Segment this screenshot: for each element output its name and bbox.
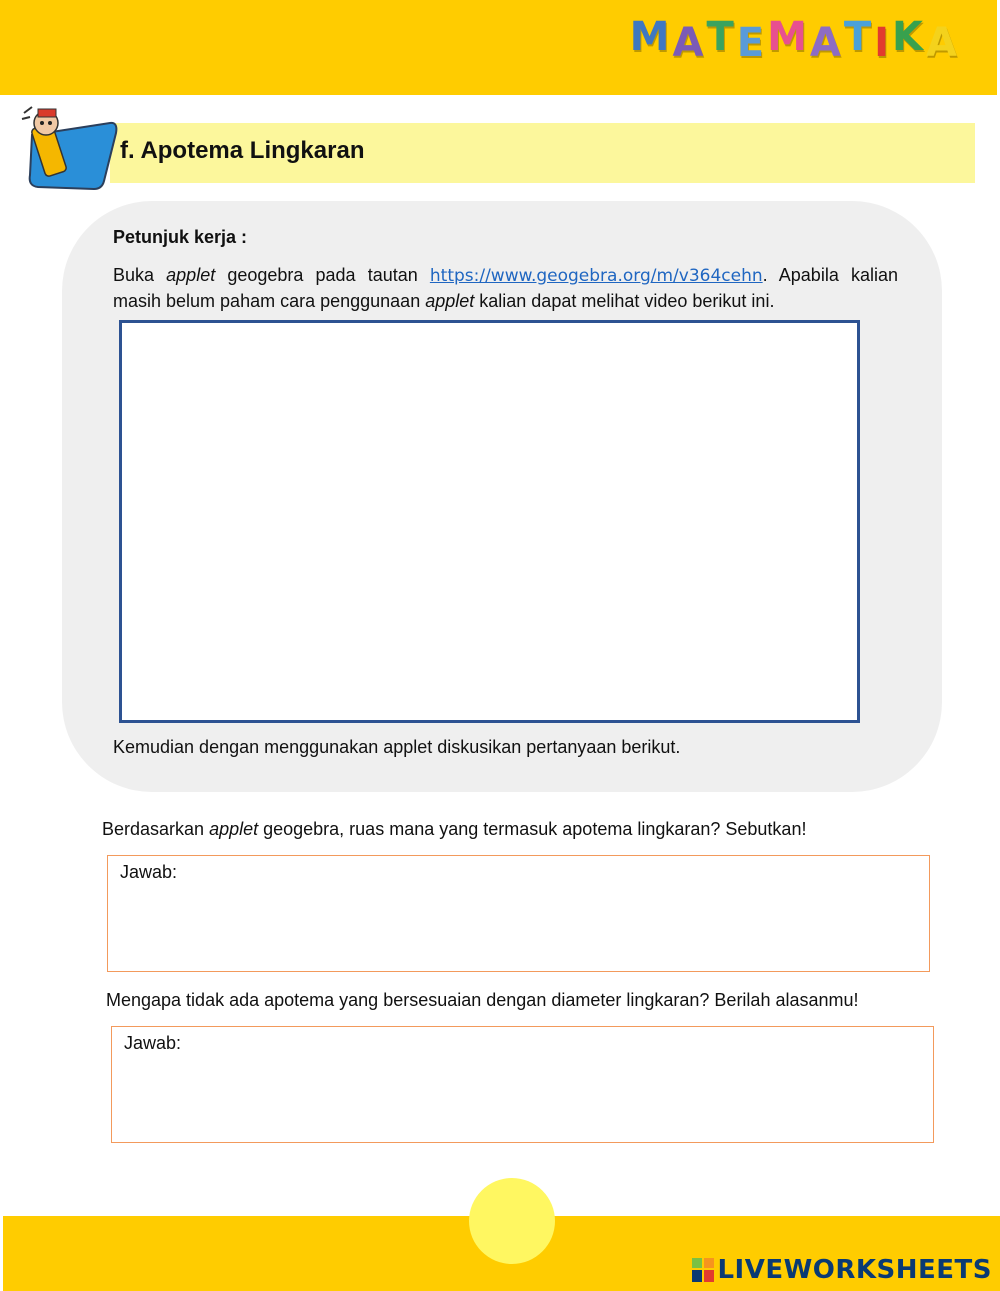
brand-letter: M: [629, 14, 673, 60]
brand-letter: T: [706, 14, 737, 60]
instructions-heading: Petunjuk kerja :: [113, 227, 248, 247]
question-1: Berdasarkan applet geogebra, ruas mana yang termasuk apotema lingkaran? Sebutkan!: [102, 819, 807, 839]
brand-letter: T: [843, 14, 875, 60]
section-title: f. Apotema Lingkaran: [120, 137, 365, 164]
brand-letter: M: [767, 14, 810, 60]
brand-letter: A: [926, 20, 960, 66]
answer-input-2[interactable]: [111, 1026, 934, 1143]
liveworksheets-logo: [692, 1255, 992, 1285]
brand-letter: K: [892, 14, 927, 60]
page-circle-decoration: [469, 1178, 555, 1264]
liveworksheets-icon: [692, 1258, 714, 1282]
question-2: Mengapa tidak ada apotema yang bersesuaian dengan diameter lingkaran? Berilah alasanmu!: [106, 990, 859, 1010]
brand-letter: E: [736, 20, 768, 66]
pencil-mascot-icon: [18, 103, 118, 195]
answer-label: Jawab:: [124, 1033, 182, 1053]
brand-letter: A: [672, 20, 707, 66]
answer-label: Jawab:: [120, 862, 178, 882]
instructions-followup: Kemudian dengan menggunakan applet diskusikan pertanyaan berikut.: [113, 737, 681, 757]
liveworksheets-wordmark: LIVEWORKSHEETS: [717, 1255, 992, 1285]
instructions-text: Buka applet geogebra pada tautan https://www.geogebra.org/m/v364cehn. Apabila kalian masih belum paham cara penggunaan applet kalian dapat melihat video berikut ini.: [113, 265, 898, 311]
brand-letter: I: [874, 20, 893, 66]
video-embed[interactable]: [119, 320, 860, 723]
brand-letter: A: [809, 20, 844, 66]
geogebra-link[interactable]: https://www.geogebra.org/m/v364cehn: [429, 266, 763, 286]
matematika-logo: [629, 14, 960, 66]
answer-input-1[interactable]: [107, 855, 930, 972]
